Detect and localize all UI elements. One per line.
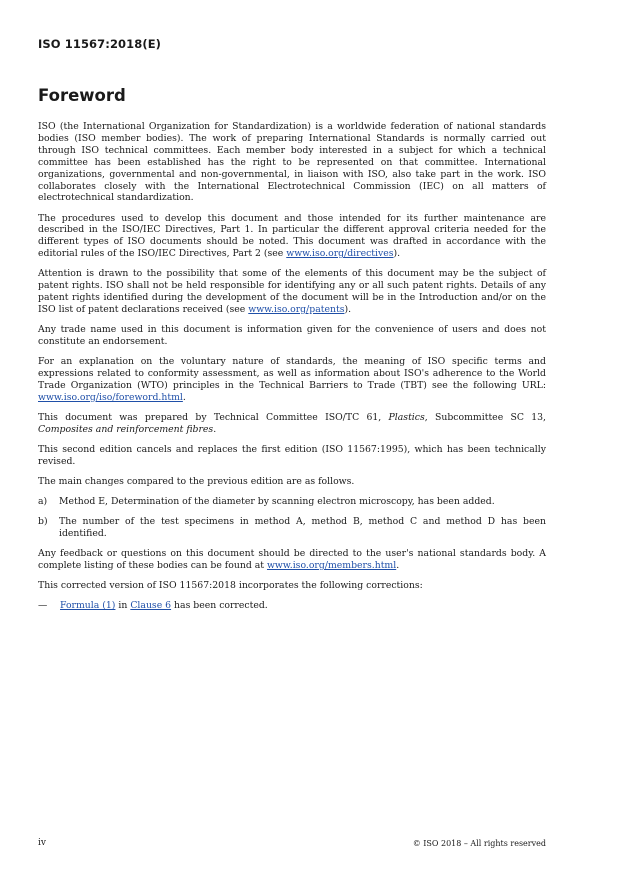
- foreword-url-link[interactable]: www.iso.org/iso/foreword.html: [38, 391, 183, 403]
- paragraph-9-text: Any feedback or questions on this document should be directed to the user's national standards body. A complete listing of these bodies can be found at: [38, 548, 546, 572]
- dash-marker: —: [38, 600, 48, 612]
- list-text: Method E, Determination of the diameter by scanning electron microscopy, has been added.: [59, 496, 495, 508]
- paragraph-5-text: For an explanation on the voluntary nature of standards, the meaning of ISO specific terms and expressions related to conformity assessment, as well as information about ISO's adherence to the World Trade Organization (WTO) principles in the Technical Barriers to Trade (TBT) see the following URL:: [38, 356, 546, 391]
- paragraph-6-a: This document was prepared by Technical Committee ISO/TC 61,: [38, 411, 389, 423]
- foreword-body: [38, 121, 546, 620]
- paragraph-9-end: .: [396, 560, 400, 572]
- paragraph-6-end: .: [213, 423, 217, 435]
- correction-end: has been corrected.: [171, 600, 268, 612]
- paragraph-3: [38, 268, 546, 316]
- correction-item: [38, 600, 546, 612]
- paragraph-6-b: , Subcommittee SC 13,: [424, 411, 547, 423]
- paragraph-4: Any trade name used in this document is information given for the convenience of users and does not constitute an endorsement.: [38, 324, 546, 348]
- paragraph-3-end: ).: [344, 304, 352, 316]
- document-id: ISO 11567:2018(E): [38, 37, 162, 51]
- paragraph-5-end: .: [182, 391, 186, 403]
- correction-mid: in: [115, 600, 131, 612]
- paragraph-2-text: The procedures used to develop this document and those intended for its further maintenance are described in the ISO/IEC Directives, Part 1. In particular the different approval criteria needed for the different types of ISO documents should be noted. This document was drafted in accordance with the editorial rules of the ISO/IEC Directives, Part 2 (see: [38, 212, 546, 260]
- list-marker: a): [38, 496, 48, 508]
- directives-link[interactable]: www.iso.org/directives: [286, 248, 394, 260]
- subcommittee-name: Composites and reinforcement fibres: [38, 423, 214, 435]
- copyright-notice: © ISO 2018 – All rights reserved: [412, 839, 546, 848]
- paragraph-2-end: ).: [393, 248, 401, 260]
- list-item: [38, 496, 546, 508]
- paragraph-8: The main changes compared to the previous edition are as follows.: [38, 475, 355, 487]
- paragraph-7: This second edition cancels and replaces the first edition (ISO 11567:1995), which has been technically revised.: [38, 443, 546, 467]
- correction-text: [60, 600, 546, 612]
- formula-link[interactable]: Formula (1): [60, 600, 116, 612]
- list-marker: b): [38, 516, 48, 528]
- paragraph-9: [38, 548, 546, 572]
- paragraph-10: This corrected version of ISO 11567:2018 incorporates the following corrections:: [38, 580, 423, 592]
- list-text: The number of the test specimens in method A, method B, method C and method D has been identified.: [59, 516, 546, 540]
- list-item: [38, 516, 546, 540]
- paragraph-2: [38, 213, 546, 261]
- members-link[interactable]: www.iso.org/members.html: [266, 560, 397, 572]
- paragraph-3-text: Attention is drawn to the possibility that some of the elements of this document may be the subject of patent rights. ISO shall not be held responsible for identifying any or all such patent rights. Details of any patent rights identified during the development of the document will be in the Introduction and/or on the ISO list of patent declarations received (see: [38, 268, 546, 316]
- paragraph-5: [38, 356, 546, 404]
- committee-name: Plastics: [388, 411, 425, 423]
- patents-link[interactable]: www.iso.org/patents: [248, 304, 345, 316]
- paragraph-6: [38, 412, 546, 436]
- clause-link[interactable]: Clause 6: [130, 600, 172, 612]
- page-title: Foreword: [38, 86, 126, 105]
- page-number: iv: [38, 838, 46, 848]
- paragraph-1: ISO (the International Organization for Standardization) is a worldwide federation of national standards bodies (ISO member bodies). The work of preparing International Standards is normally carried out through ISO technical committees. Each member body interested in a subject for which a technical committee has been established has the right to be represented on that committee. International organizations, governmental and non-governmental, in liaison with ISO, also take part in the work. ISO collaborates closely with the International Electrotechnical Commission (IEC) on all matters of electrotechnical standardization.: [38, 121, 546, 204]
